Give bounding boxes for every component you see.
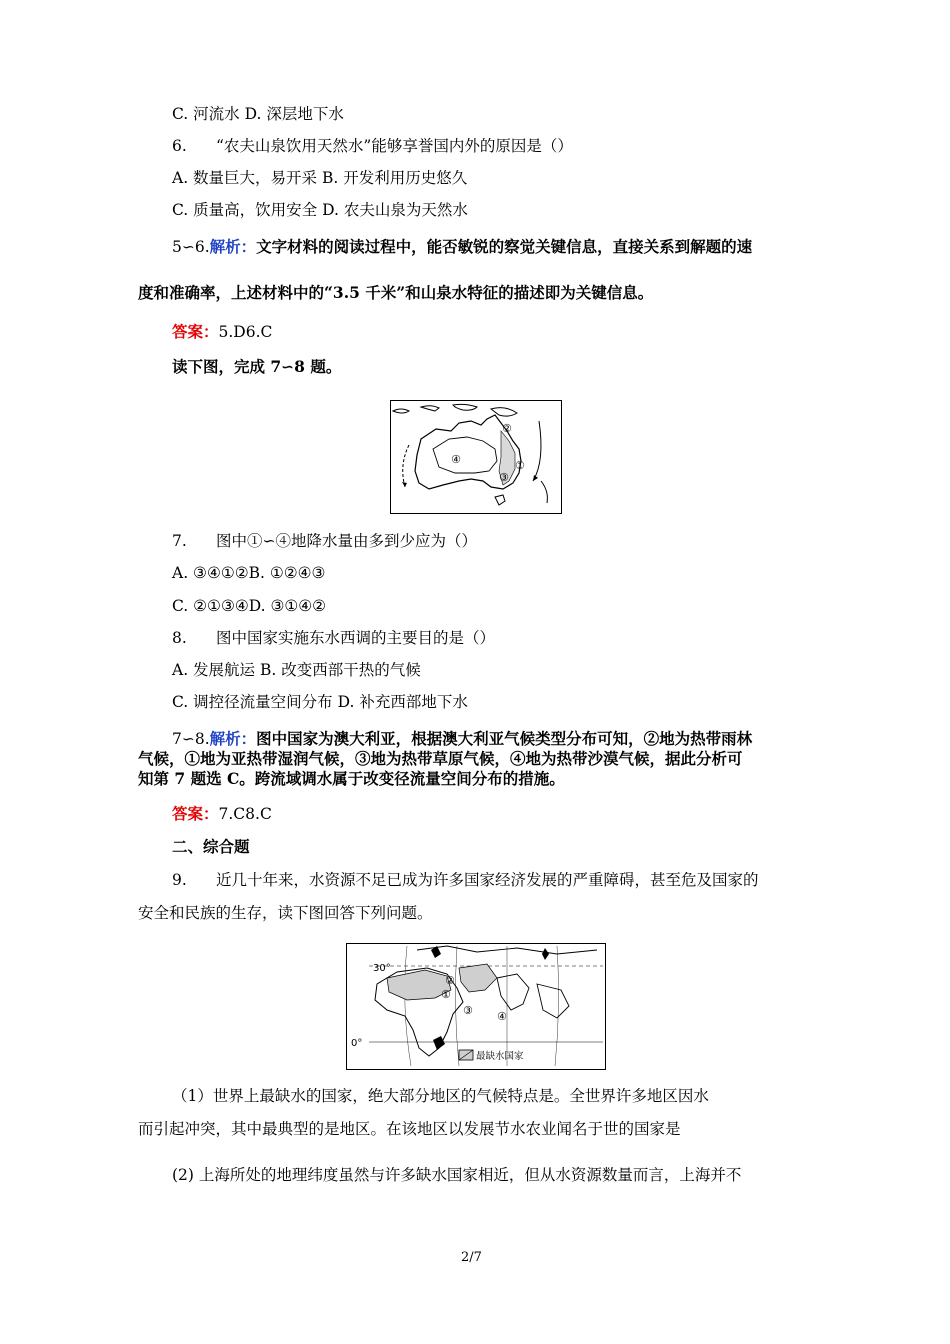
option-line: A. 数量巨大，易开采 B. 开发利用历史悠久: [172, 169, 468, 187]
legend-label: 最缺水国家: [476, 1051, 524, 1062]
map-marker: ①: [515, 459, 525, 472]
option-line: C. 河流水 D. 深层地下水: [172, 105, 344, 123]
australia-map: [390, 400, 562, 514]
question-7: [172, 531, 477, 551]
analysis-prefix: 5∽6.: [172, 238, 210, 256]
analysis-line: 知第 7 题选 C。跨流域调水属于改变径流量空间分布的措施。: [138, 769, 565, 788]
question-9: [172, 870, 759, 890]
analysis-prefix: 7∽8.: [172, 730, 210, 748]
option-line: A. 发展航运 B. 改变西部干热的气候: [172, 661, 421, 679]
page-number: 2/7: [461, 1250, 482, 1265]
question-text: 图中国家实施东水西调的主要目的是（）: [216, 629, 496, 647]
answer-label: 答案：: [172, 322, 219, 341]
analysis-label: 解析：: [209, 729, 257, 748]
water-scarcity-map: [346, 943, 606, 1070]
australia-map-graphic: [391, 401, 561, 513]
answer-label: 答案：: [172, 804, 219, 823]
answer-5-6: [172, 322, 272, 342]
question-number: 9.: [172, 871, 187, 889]
section-heading: 二、综合题: [172, 837, 250, 856]
analysis-line: 度和准确率，上述材料中的“3.5 千米”和山泉水特征的描述即为关键信息。: [138, 283, 654, 302]
map-marker: ②: [445, 974, 455, 987]
question-8: [172, 628, 495, 648]
question-line: 安全和民族的生存，读下图回答下列问题。: [138, 904, 433, 922]
map-marker: ②: [502, 422, 512, 435]
map-marker: ④: [451, 453, 461, 466]
option-line: C. 质量高，饮用安全 D. 农夫山泉为天然水: [172, 201, 468, 219]
question-text: 图中①∽④地降水量由多到少应为（）: [216, 532, 477, 550]
option-line: C. ②①③④D. ③①④②: [172, 597, 327, 615]
analysis-text: 文字材料的阅读过程中，能否敏锐的察觉关键信息，直接关系到解题的速: [256, 237, 753, 256]
map-marker: ③: [499, 471, 509, 484]
answer-value: 7.C8.C: [218, 805, 272, 823]
map-marker: ③: [463, 1004, 473, 1017]
question-6: [172, 136, 573, 156]
analysis-line: 气候，①地为亚热带湿润气候，③地为热带草原气候，④地为热带沙漠气候，据此分析可: [138, 749, 743, 768]
question-9-part-1: （1）世界上最缺水的国家，绝大部分地区的气候特点是。全世界许多地区因水: [172, 1087, 709, 1105]
answer-7-8: [172, 804, 272, 824]
question-text: 近几十年来，水资源不足已成为许多国家经济发展的严重障碍，甚至危及国家的: [216, 871, 759, 889]
analysis-text: 图中国家为澳大利亚，根据澳大利亚气候类型分布可知，②地为热带雨林: [256, 729, 753, 748]
option-line: C. 调控径流量空间分布 D. 补充西部地下水: [172, 693, 468, 711]
read-figure-instruction: 读下图，完成 7∽8 题。: [172, 357, 342, 376]
latitude-label: 30°: [373, 963, 391, 974]
question-number: 8.: [172, 629, 187, 647]
answer-value: 5.D6.C: [218, 323, 273, 341]
question-9-part-2: (2) 上海所处的地理纬度虽然与许多缺水国家相近，但从水资源数量而言，上海并不: [172, 1166, 742, 1184]
question-text: “农夫山泉饮用天然水”能够享誉国内外的原因是（）: [216, 137, 573, 155]
map-marker: ④: [497, 1010, 507, 1023]
water-scarcity-map-graphic: [347, 944, 605, 1069]
analysis-label: 解析：: [209, 237, 257, 256]
question-number: 7.: [172, 532, 187, 550]
option-line: A. ③④①②B. ①②④③: [172, 564, 326, 582]
map-marker: ①: [441, 988, 451, 1001]
question-number: 6.: [172, 137, 187, 155]
question-line: 而引起冲突，其中最典型的是地区。在该地区以发展节水农业闻名于世的国家是: [138, 1120, 681, 1138]
analysis-7-8: [172, 729, 752, 749]
latitude-label: 0°: [351, 1038, 363, 1049]
analysis-5-6: [172, 237, 752, 257]
